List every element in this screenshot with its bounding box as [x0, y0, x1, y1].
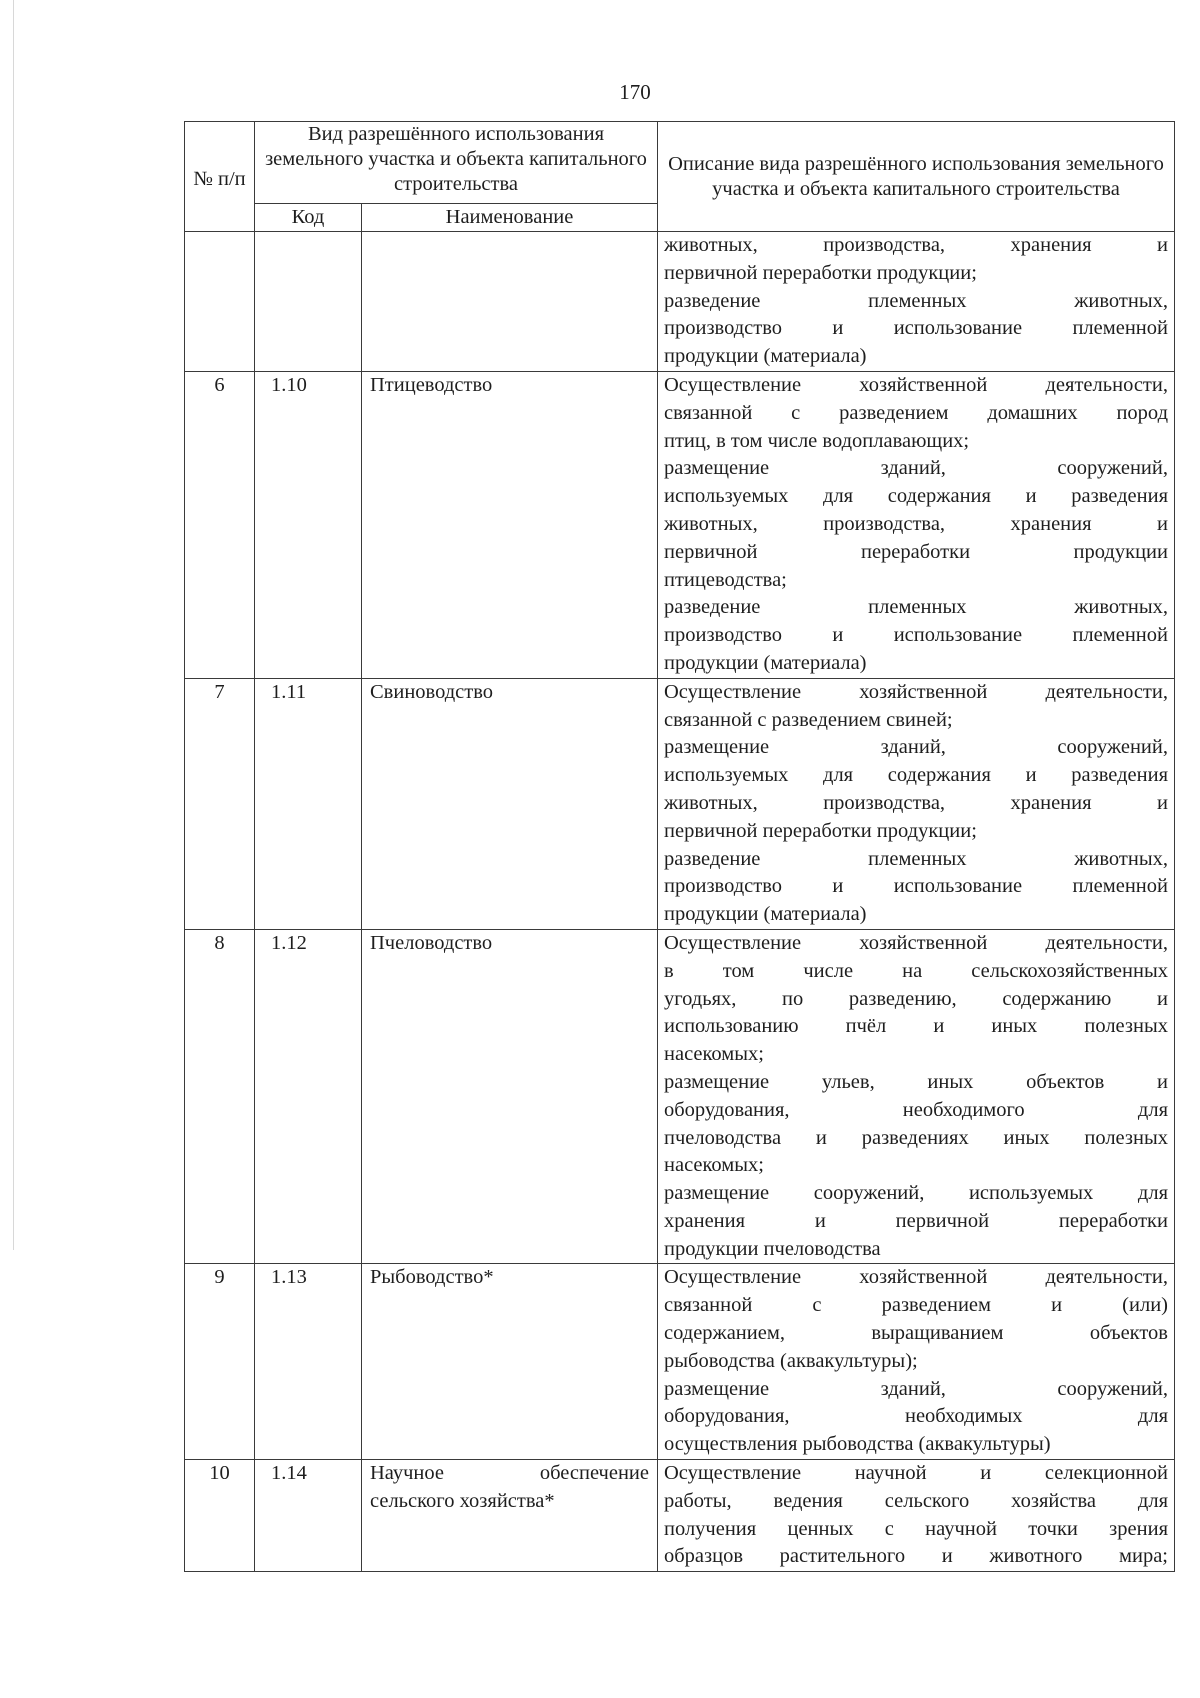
desc-line: Осуществление хозяйственной деятельности, — [664, 373, 1168, 396]
row-name — [362, 1460, 658, 1572]
desc-line: размещение сооружений, используемых для — [664, 1182, 1168, 1205]
name-line: сельского хозяйства* — [370, 1489, 555, 1512]
table-row — [185, 678, 1175, 929]
land-use-table — [184, 121, 1175, 1572]
desc-line: разведение племенных животных, — [664, 596, 1168, 619]
desc-line: насекомых; — [664, 1043, 764, 1066]
desc-line: работы, ведения сельского хозяйства для — [664, 1489, 1168, 1512]
table-row — [185, 1460, 1175, 1572]
desc-line: производство и использование племенной — [664, 875, 1168, 898]
table-row — [185, 371, 1175, 678]
desc-line: птиц, в том числе водоплавающих; — [664, 429, 970, 452]
row-name: Птицеводство — [362, 371, 658, 678]
row-description — [658, 232, 1175, 372]
desc-line: получения ценных с научной точки зрения — [664, 1517, 1168, 1540]
row-description — [658, 1460, 1175, 1572]
desc-line: осуществления рыбоводства (аквакультуры) — [664, 1433, 1051, 1456]
desc-line: использованию пчёл и иных полезных — [664, 1015, 1168, 1038]
desc-line: размещение зданий, сооружений, — [664, 457, 1168, 480]
scan-margin-line — [13, 0, 14, 1250]
desc-line: Осуществление хозяйственной деятельности, — [664, 680, 1168, 703]
desc-line: Осуществление хозяйственной деятельности, — [664, 931, 1168, 954]
desc-line: оборудования, необходимого для — [664, 1098, 1168, 1121]
desc-line: насекомых; — [664, 1154, 764, 1177]
row-num: 6 — [185, 371, 255, 678]
row-description — [658, 929, 1175, 1264]
row-num: 10 — [185, 1460, 255, 1572]
row-num: 8 — [185, 929, 255, 1264]
desc-line: животных, производства, хранения и — [664, 512, 1168, 535]
desc-line: Осуществление хозяйственной деятельности, — [664, 1266, 1168, 1289]
header-num: № п/п — [185, 122, 255, 232]
table-row — [185, 929, 1175, 1264]
desc-line: оборудования, необходимых для — [664, 1405, 1168, 1428]
row-name: Пчеловодство — [362, 929, 658, 1264]
row-num — [185, 232, 255, 372]
desc-line: хранения и первичной переработки — [664, 1209, 1168, 1232]
row-description — [658, 1264, 1175, 1460]
row-description — [658, 678, 1175, 929]
row-code: 1.11 — [255, 678, 362, 929]
desc-line: продукции пчеловодства — [664, 1237, 881, 1260]
desc-line: первичной переработки продукции; — [664, 261, 977, 284]
header-code: Код — [255, 204, 362, 232]
desc-line: продукции (материала) — [664, 903, 867, 926]
row-code: 1.10 — [255, 371, 362, 678]
desc-line: размещение зданий, сооружений, — [664, 1377, 1168, 1400]
desc-line: первичной переработки продукции — [664, 540, 1168, 563]
row-num: 7 — [185, 678, 255, 929]
desc-line: Осуществление научной и селекционной — [664, 1462, 1168, 1485]
desc-line: первичной переработки продукции; — [664, 819, 977, 842]
desc-line: образцов растительного и животного мира; — [664, 1545, 1168, 1568]
desc-line: пчеловодства и разведениях иных полезных — [664, 1126, 1168, 1149]
row-description — [658, 371, 1175, 678]
desc-line: разведение племенных животных, — [664, 289, 1168, 312]
table-row — [185, 232, 1175, 372]
desc-line: размещение ульев, иных объектов и — [664, 1070, 1168, 1093]
desc-line: животных, производства, хранения и — [664, 791, 1168, 814]
desc-line: связанной с разведением и (или) — [664, 1294, 1168, 1317]
desc-line: размещение зданий, сооружений, — [664, 736, 1168, 759]
row-code: 1.12 — [255, 929, 362, 1264]
desc-line: рыбоводства (аквакультуры); — [664, 1349, 918, 1372]
row-name — [362, 232, 658, 372]
header-description: Описание вида разрешённого использования земельного участка и объекта капитального строительства — [658, 122, 1175, 232]
desc-line: производство и использование племенной — [664, 317, 1168, 340]
desc-line: продукции (материала) — [664, 651, 867, 674]
desc-line: в том числе на сельскохозяйственных — [664, 959, 1168, 982]
desc-line: связанной с разведением свиней; — [664, 708, 953, 731]
desc-line: производство и использование племенной — [664, 624, 1168, 647]
desc-line: угодьях, по разведению, содержанию и — [664, 987, 1168, 1010]
row-name: Рыбоводство* — [362, 1264, 658, 1460]
desc-line: птицеводства; — [664, 568, 787, 591]
name-line: Научное обеспечение — [370, 1462, 649, 1485]
desc-line: используемых для содержания и разведения — [664, 485, 1168, 508]
row-name: Свиноводство — [362, 678, 658, 929]
desc-line: разведение племенных животных, — [664, 847, 1168, 870]
row-code: 1.14 — [255, 1460, 362, 1572]
row-num: 9 — [185, 1264, 255, 1460]
header-name: Наименование — [362, 204, 658, 232]
desc-line: используемых для содержания и разведения — [664, 764, 1168, 787]
desc-line: содержанием, выращиванием объектов — [664, 1322, 1168, 1345]
page-number: 170 — [619, 80, 651, 104]
row-code — [255, 232, 362, 372]
desc-line: животных, производства, хранения и — [664, 234, 1168, 256]
row-code: 1.13 — [255, 1264, 362, 1460]
table-row — [185, 1264, 1175, 1460]
header-group-title: Вид разрешённого использования земельного участка и объекта капитального строительства — [255, 122, 658, 204]
desc-line: продукции (материала) — [664, 345, 867, 368]
desc-line: связанной с разведением домашних пород — [664, 401, 1168, 424]
